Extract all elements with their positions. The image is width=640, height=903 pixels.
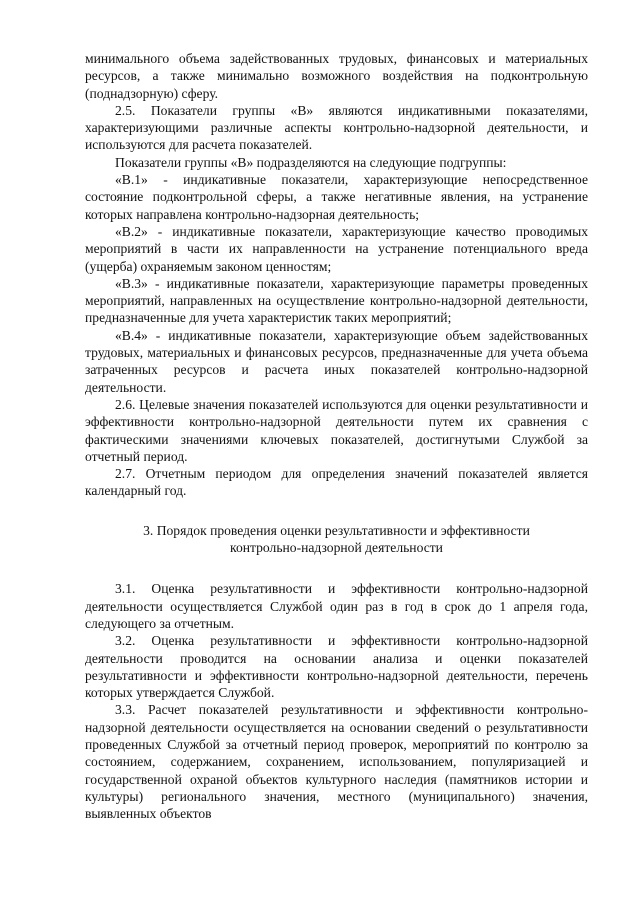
paragraphs-before (85, 50, 588, 500)
section-heading (85, 522, 588, 557)
paragraph: 2.7. Отчетным периодом для определения значений показателей является календарный год. (85, 466, 588, 499)
section-heading-line: 3. Порядок проведения оценки результативности и эффективности (143, 522, 530, 538)
paragraph: минимального объема задействованных трудовых, финансовых и материальных ресурсов, а также минимально возможного воздействия на подконтрольную (поднадзорную) сферу. (85, 51, 588, 101)
paragraph: 3.1. Оценка результативности и эффективности контрольно-надзорной деятельности осуществляется Службой один раз в год в срок до 1 апреля года, следующего за отчетным. (85, 581, 588, 631)
paragraph: Показатели группы «В» подразделяются на следующие подгруппы: (115, 154, 507, 170)
paragraph: 3.2. Оценка результативности и эффективности контрольно-надзорной деятельности проводится на основании анализа и оценки показателей результативности и эффективности контрольно-надзорной деятельности, перечень которых утверждается Службой. (85, 633, 588, 701)
paragraph: «В.3» - индикативные показатели, характеризующие параметры проведенных мероприятий, направленных на осуществление контрольно-надзорной деятельности, предназначенные для учета характеристик таких мероприятий; (85, 275, 588, 326)
paragraph: «В.4» - индикативные показатели, характеризующие объем задействованных трудовых, материальных и финансовых ресурсов, предназначенные для учета объема затраченных ресурсов и расчета иных показателей контрольно-надзорной деятельности. (85, 327, 588, 395)
section-heading-line: контрольно-надзорной деятельности (230, 540, 443, 556)
paragraph: «В.2» - индикативные показатели, характеризующие качество проводимых мероприятий в части их направленности на устранение потенциального вреда (ущерба) охраняемым законом ценностям; (85, 223, 588, 274)
paragraph: «В.1» - индикативные показатели, характеризующие непосредственное состояние подконтрольной сферы, а также негативные явления, на устранение которых направлена контрольно-надзорная деятельность; (85, 172, 588, 222)
paragraph: 3.3. Расчет показателей результативности и эффективности контрольно-надзорной деятельности осуществляется на основании сведений о результативности проведенных Службой за отчетный период проверок, мероприятий по контролю за состоянием, содержанием, сохранением, использованием, популяризацией и государственной охраной объектов культурного наследия (памятников истории и культуры) регионального значения, местного (муниципального) значения, выявленных объектов (85, 702, 588, 822)
paragraph: 2.6. Целевые значения показателей используются для оценки результативности и эффективности контрольно-надзорной деятельности путем их сравнения с фактическими значениями ключевых показателей, достигнутыми Службой за отчетный период. (85, 396, 588, 464)
paragraph: 2.5. Показатели группы «В» являются индикативными показателями, характеризующими различные аспекты контрольно-надзорной деятельности, и используются для расчета показателей. (85, 102, 588, 153)
paragraphs-after (85, 580, 588, 822)
